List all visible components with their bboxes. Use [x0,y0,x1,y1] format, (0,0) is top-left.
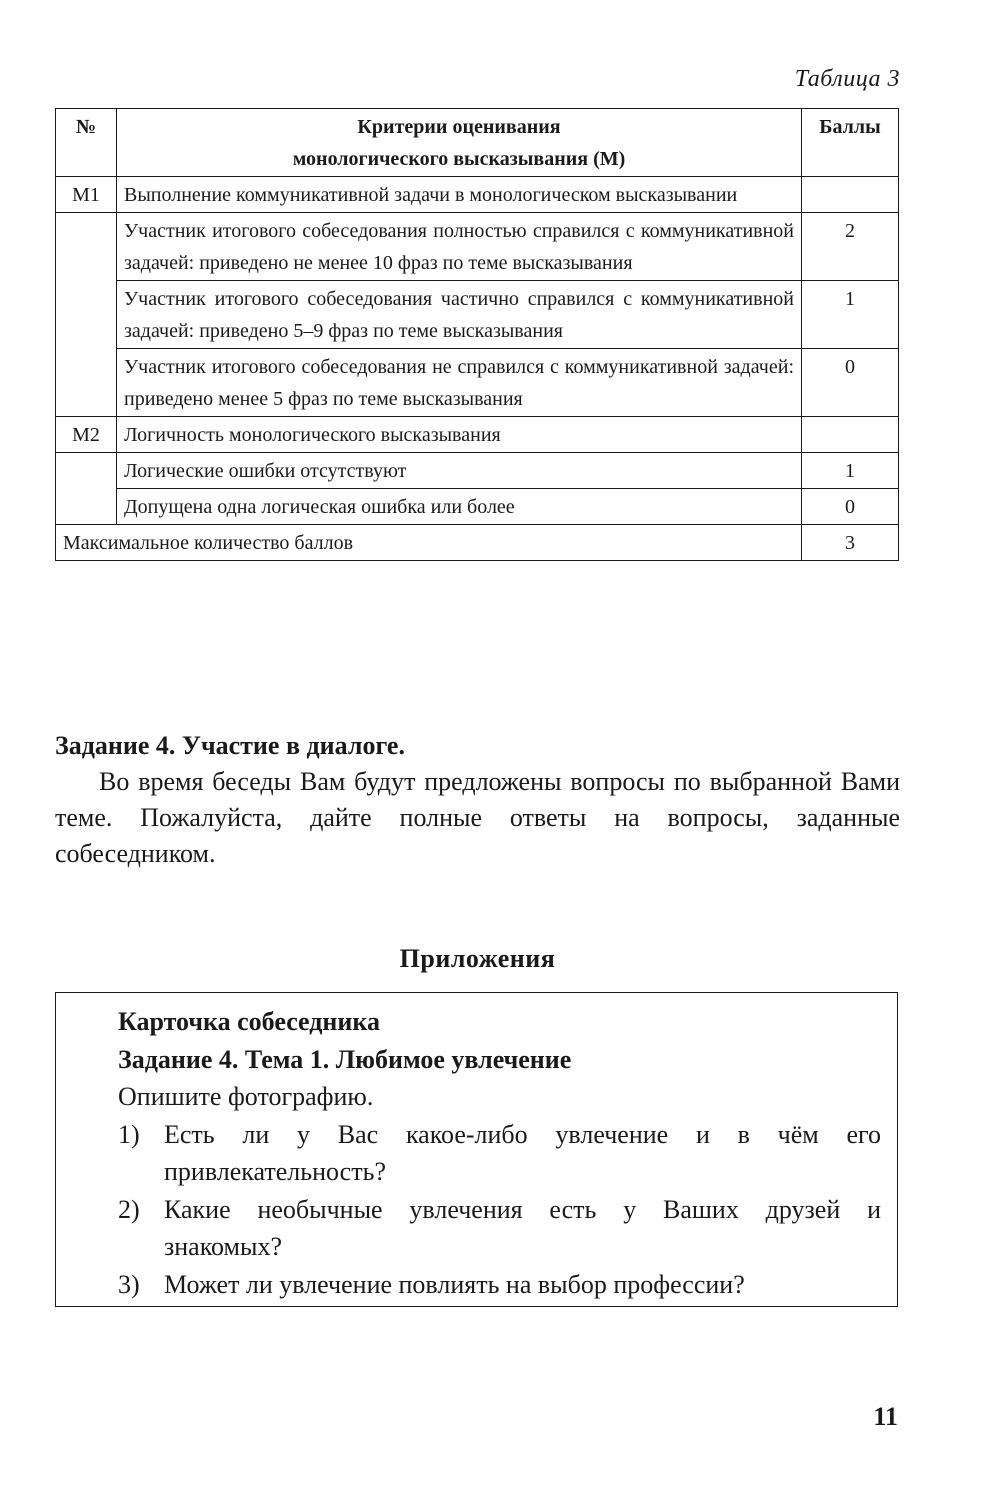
header-criteria-line1: Критерии оценивания [357,116,561,138]
m2-subrows-num-empty [56,453,117,525]
question-text: Может ли увлечение повлиять на выбор профессии? [164,1269,745,1299]
appendix-title: Приложения [399,944,556,973]
m1-row-1-text: Участник итогового собеседования полностью справился с коммуникативной задачей: приведено не менее 10 фраз по теме высказывания [117,213,802,281]
table-header-row [56,109,899,177]
question-number: 1) [118,1119,140,1149]
question-text: Какие необычные увлечения есть у Ваших друзей и знакомых? [164,1194,881,1261]
table-row [56,453,899,489]
header-criteria [117,109,802,177]
table-row [56,489,899,525]
question-number: 3) [118,1269,140,1299]
question-item [118,1116,881,1191]
m1-row-1-points: 2 [802,213,899,281]
m1-row-2-text: Участник итогового собеседования частично справился с коммуникативной задачей: приведено 5–9 фраз по теме высказывания [117,281,802,349]
question-item [118,1266,881,1304]
page-number: 11 [873,1402,898,1431]
criteria-table [55,108,899,561]
table-row [56,213,899,281]
task4-section [55,728,900,872]
question-number: 2) [118,1194,140,1224]
m2-points-empty [802,417,899,453]
header-points: Баллы [802,109,899,177]
task4-title: Задание 4. Участие в диалоге. [55,731,405,760]
total-label: Максимальное количество баллов [56,525,802,561]
question-text: Есть ли у Вас какое-либо увлечение и в чём его привлекательность? [164,1119,881,1186]
total-points: 3 [802,525,899,561]
task4-text: Во время беседы Вам будут предложены вопросы по выбранной Вами теме. Пожалуйста, дайте полные ответы на вопросы, заданные собеседником. [55,767,900,868]
card-heading: Карточка собеседника [118,1007,380,1036]
m1-row-3-text: Участник итогового собеседования не справился с коммуникативной задачей: приведено менее 5 фраз по теме высказывания [117,349,802,417]
table-caption: Таблица 3 [794,66,900,92]
header-num: № [56,109,117,177]
table-row [56,349,899,417]
m2-code: М2 [56,417,117,453]
total-row [56,525,899,561]
m2-title: Логичность монологического высказывания [117,417,802,453]
m1-subrows-num-empty [56,213,117,417]
m1-row-2-points: 1 [802,281,899,349]
card-instruction: Опишите фотографию. [118,1082,374,1111]
table-row [56,281,899,349]
card-subheading: Задание 4. Тема 1. Любимое увлечение [118,1044,572,1074]
m1-title: Выполнение коммуникативной задачи в монологическом высказывании [117,177,802,213]
m2-row-2-points: 0 [802,489,899,525]
m1-row-3-points: 0 [802,349,899,417]
header-criteria-line2: монологического высказывания (М) [292,148,626,170]
question-item [118,1191,881,1266]
m1-row [56,177,899,213]
m2-row-1-text: Логические ошибки отсутствуют [117,453,802,489]
m2-row [56,417,899,453]
m1-code: М1 [56,177,117,213]
m2-row-2-text: Допущена одна логическая ошибка или более [117,489,802,525]
interviewer-card [55,992,898,1307]
m2-row-1-points: 1 [802,453,899,489]
m1-points-empty [802,177,899,213]
